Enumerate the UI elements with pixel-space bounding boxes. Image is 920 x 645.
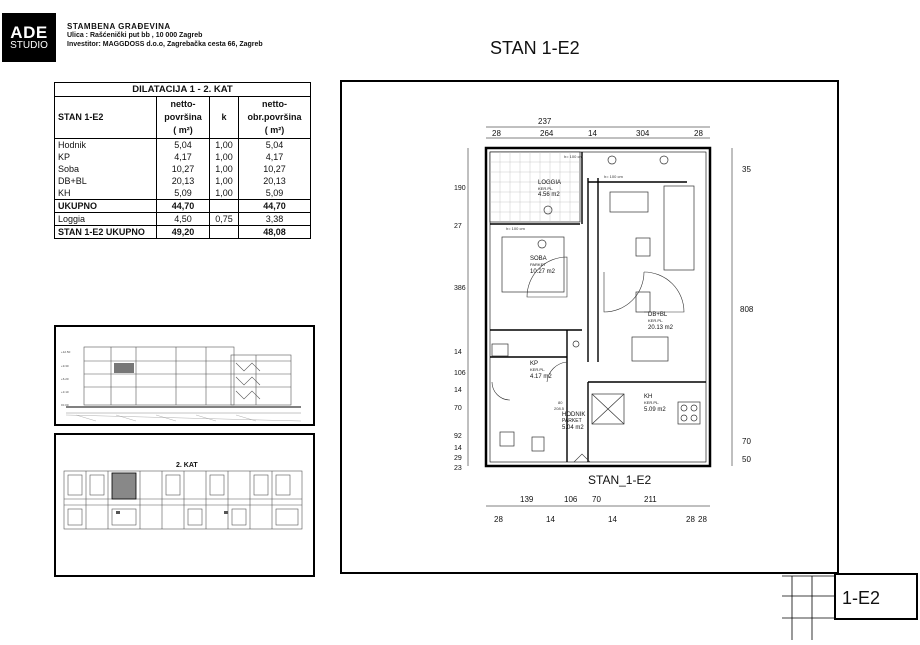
room-hodnik-area: 5.04 m2 [562,425,584,431]
room-name: KH [55,187,157,200]
weighted-area: 10,27 [263,164,286,174]
room-soba-name: SOBA [530,256,547,262]
room-soba-floor: PARKET [530,262,546,267]
net-area: 5,04 [157,139,210,152]
table-row [55,187,311,200]
company-info [67,22,263,49]
dim-bottom-1: 106 [564,495,578,504]
total-label: STAN 1-E2 UKUPNO [55,226,157,239]
room-kp-area: 4.17 m2 [530,374,552,380]
company-name: STAMBENA GRAĐEVINA [67,22,171,31]
dim-bottom-0: 139 [520,495,534,504]
room-soba-area: 10.27 m2 [530,269,556,275]
dim-top-0: 237 [538,117,552,126]
door-note-3: 80 [558,400,563,405]
net-area: 5,09 [157,187,210,200]
table-row [55,163,311,175]
total-weighted: 48,08 [239,226,311,239]
door-note-0: h= 100 cm [564,154,583,159]
loggia-weighted: 3,38 [265,214,284,224]
floor-plan-drawing [342,82,837,572]
dim-left-0: 190 [454,185,466,192]
sum-weighted: 44,70 [239,200,311,213]
weighted-area: 5,09 [265,188,284,198]
sum-net: 44,70 [157,200,210,213]
room-name: KP [55,151,157,163]
dim-left-2: 386 [454,285,466,292]
drawing-stamp [782,572,920,640]
dim-right-1: 808 [740,305,754,314]
sum-k [210,200,239,213]
apartment-label: STAN_1-E2 [588,473,652,487]
door-note-4: 208.5 [554,406,565,411]
door-note-1: h= 100 cm [604,174,623,179]
svg-text:+9.30: +9.30 [61,364,69,368]
dim-left-4: 106 [454,370,466,377]
highlighted-unit-plan [112,473,136,499]
dim-right-2: 70 [742,437,751,446]
room-kh-floor: KER.PL. [644,400,660,405]
area-table [54,82,311,239]
section-drawing [56,327,313,424]
header-net-weighted-area: netto- obr.površina ( m²) [239,97,311,139]
weighted-area: 5,04 [265,140,284,150]
net-area: 10,27 [157,163,210,175]
svg-text:+3.10: +3.10 [61,390,69,394]
room-dbbl-area: 20.13 m2 [648,325,674,331]
svg-text:+12.50: +12.50 [61,350,71,354]
table-row [55,139,311,152]
dim-left-7: 92 [454,433,462,440]
net-area: 4,17 [157,151,210,163]
dim-left-5: 14 [454,387,462,394]
room-kh-name: KH [644,394,653,400]
stamp-frame [782,572,920,640]
dim-left-10: 23 [454,465,462,472]
stamp-code: 1-E2 [842,588,881,608]
floor-plan-frame [340,80,839,574]
loggia-net: 4,50 [157,213,210,226]
dim-left-6: 70 [454,405,462,412]
header-net-area: netto- površina ( m²) [157,97,210,139]
room-kp-floor: KER.PL. [530,367,546,372]
street-address: Ulica : Rašćenički put bb , 10 000 Zagreb [67,32,203,39]
investor-info: Investitor: MAGGDOSS d.o.o, Zagrebačka cesta 66, Zagreb [67,41,263,48]
coefficient: 1,00 [210,175,239,187]
header-k: k [210,97,239,139]
page-title: STAN 1-E2 [490,38,580,58]
room-loggia-floor: KER.PL. [538,186,554,191]
dim-left-3: 14 [454,349,462,356]
dim-left-1: 27 [454,223,462,230]
header-apartment: STAN 1-E2 [55,97,157,139]
logo-top-text: ADE [10,22,48,42]
key-plan-floor-label: 2. KAT [176,462,198,469]
door-note-2: h= 100 cm [506,226,525,231]
dim-left-9: 29 [454,455,462,462]
coefficient: 1,00 [210,151,239,163]
dim-right-3: 50 [742,455,751,464]
table-title: DILATACIJA 1 - 2. KAT [55,83,311,97]
room-loggia-name: LOGGIA [538,180,562,186]
logo-bottom-text: STUDIO [10,39,48,51]
sum-label: UKUPNO [55,200,157,213]
dim-left-8: 14 [454,445,462,452]
weighted-area: 20,13 [263,176,286,186]
dim-bottom2-4: 28 [698,515,707,524]
dim-bottom-2: 70 [592,495,601,504]
room-dbbl-name: DB+BL [648,312,668,318]
room-dbbl-floor: KER.PL. [648,318,664,323]
key-plan-drawing [56,435,313,575]
table-row [55,175,311,187]
total-net: 49,20 [157,226,210,239]
coefficient: 1,00 [210,163,239,175]
dim-top-1: 28 [492,129,501,138]
room-name: Hodnik [55,139,157,152]
room-name: DB+BL [55,175,157,187]
room-kp-name: KP [530,361,539,367]
loggia-area [490,152,580,222]
section-elevation-thumbnail [54,325,315,426]
dim-bottom2-3: 28 [686,515,695,524]
room-hodnik-floor: PARKET [562,418,582,424]
loggia-k: 0,75 [210,213,239,226]
dim-bottom2-1: 14 [546,515,555,524]
svg-text:±0.00: ±0.00 [61,403,69,407]
ade-studio-logo [2,13,56,62]
dim-top-5: 28 [694,129,703,138]
dim-top-4: 304 [636,129,650,138]
dim-bottom2-0: 28 [494,515,503,524]
table-row [55,151,311,163]
floor-key-plan-thumbnail [54,433,315,577]
dim-top-2: 264 [540,129,554,138]
dim-bottom2-2: 14 [608,515,617,524]
total-k [210,226,239,239]
dim-right-0: 35 [742,165,751,174]
svg-text:+6.20: +6.20 [61,377,69,381]
room-loggia-area: 4.56 m2 [538,192,560,198]
weighted-area: 4,17 [265,152,284,162]
coefficient: 1,00 [210,187,239,200]
room-name: Soba [55,163,157,175]
dim-top-3: 14 [588,129,597,138]
net-area: 20,13 [157,175,210,187]
highlighted-unit-section [114,363,134,373]
loggia-label: Loggia [55,213,157,226]
room-kh-area: 5.09 m2 [644,407,666,413]
dim-bottom-3: 211 [644,495,657,504]
coefficient: 1,00 [210,139,239,152]
room-hodnik-name: HODNIK [562,412,586,418]
